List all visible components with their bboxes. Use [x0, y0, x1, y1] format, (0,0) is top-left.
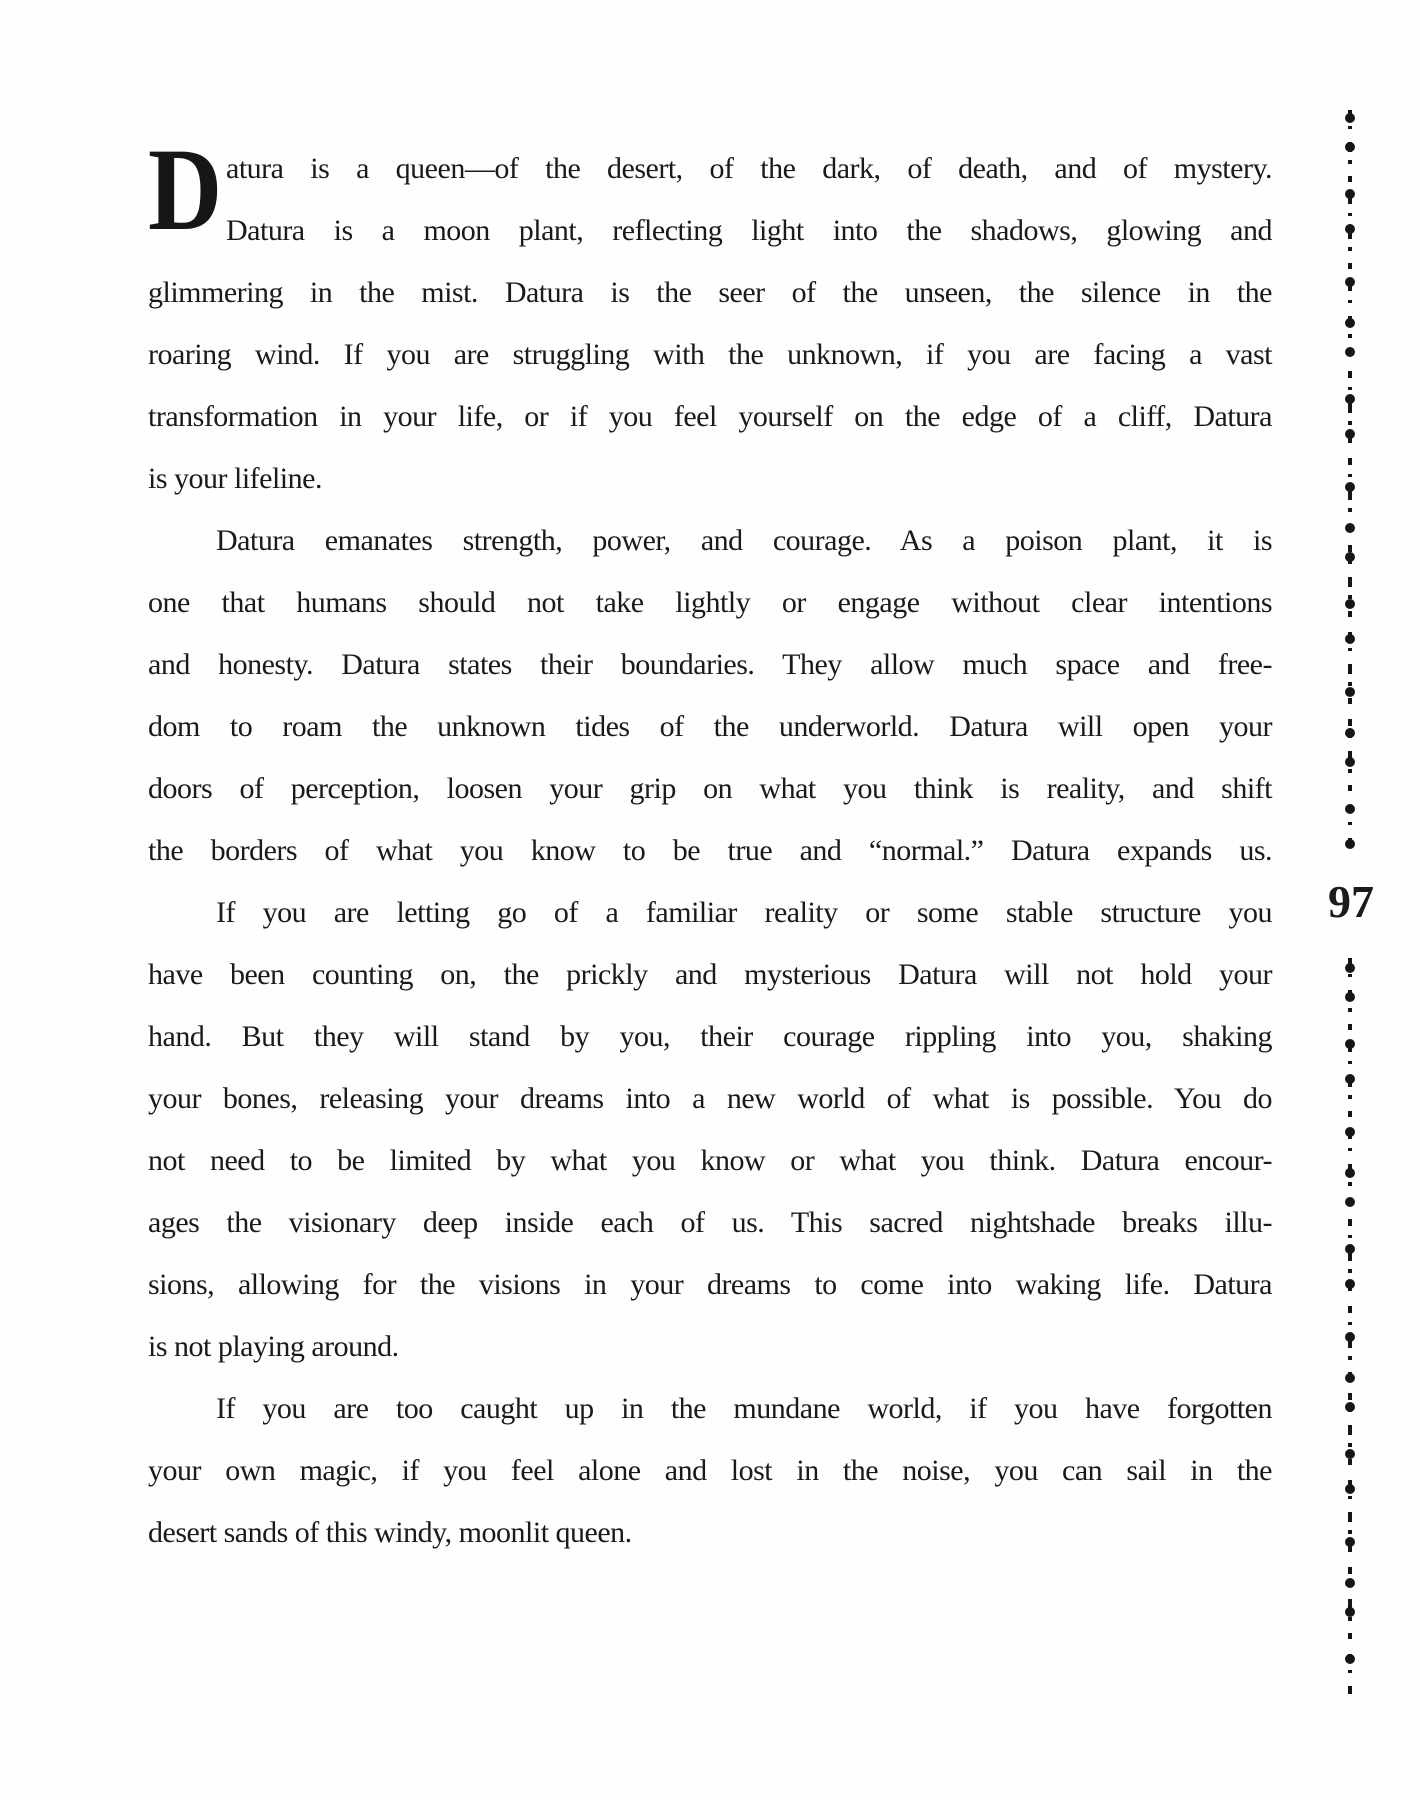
text-line: is your lifeline. [148, 462, 322, 495]
text-line: is not playing around. [148, 1330, 399, 1363]
text-line: desert sands of this windy, moonlit queen. [148, 1516, 632, 1549]
text-line: If you are too caught up in the mundane world, if you have forgotten [216, 1392, 1272, 1425]
text-line: your own magic, if you feel alone and lost in the noise, you can sail in the [148, 1454, 1272, 1487]
text-line: transformation in your life, or if you feel yourself on the edge of a cliff, Datura [148, 400, 1272, 433]
text-line: dom to roam the unknown tides of the underworld. Datura will open your [148, 710, 1272, 743]
paragraph [148, 138, 1272, 510]
text-line: hand. But they will stand by you, their courage rippling into you, shaking [148, 1020, 1272, 1053]
paragraph [148, 510, 1272, 882]
text-line: ages the visionary deep inside each of us. This sacred nightshade breaks illu- [148, 1206, 1272, 1239]
text-line: Datura emanates strength, power, and courage. As a poison plant, it is [216, 524, 1272, 557]
text-line: roaring wind. If you are struggling with the unknown, if you are facing a vast [148, 338, 1272, 371]
paragraph [148, 882, 1272, 1378]
page-number: 97 [1328, 876, 1374, 927]
text-line: sions, allowing for the visions in your dreams to come into waking life. Datura [148, 1268, 1272, 1301]
text-line: doors of perception, loosen your grip on what you think is reality, and shift [148, 772, 1272, 805]
text-line: one that humans should not take lightly or engage without clear intentions [148, 586, 1272, 619]
text-line: the borders of what you know to be true and “normal.” Datura expands us. [148, 834, 1272, 867]
stitch-border-top-icon [1342, 110, 1358, 850]
text-line: your bones, releasing your dreams into a new world of what is possible. You do [148, 1082, 1272, 1115]
text-line: If you are letting go of a familiar reality or some stable structure you [216, 896, 1272, 929]
text-line: not need to be limited by what you know or what you think. Datura encour- [148, 1144, 1272, 1177]
body-text [148, 138, 1272, 1564]
text-line: atura is a queen—of the desert, of the dark, of death, and of mystery. [226, 152, 1272, 185]
stitch-border-bottom-icon [1342, 954, 1358, 1694]
text-line: and honesty. Datura states their boundaries. They allow much space and free- [148, 648, 1272, 681]
drop-cap-letter: D [148, 124, 223, 255]
text-line: have been counting on, the prickly and mysterious Datura will not hold your [148, 958, 1272, 991]
text-line: Datura is a moon plant, reflecting light into the shadows, glowing and [226, 214, 1272, 247]
paragraph [148, 1378, 1272, 1564]
text-line: glimmering in the mist. Datura is the seer of the unseen, the silence in the [148, 276, 1272, 309]
